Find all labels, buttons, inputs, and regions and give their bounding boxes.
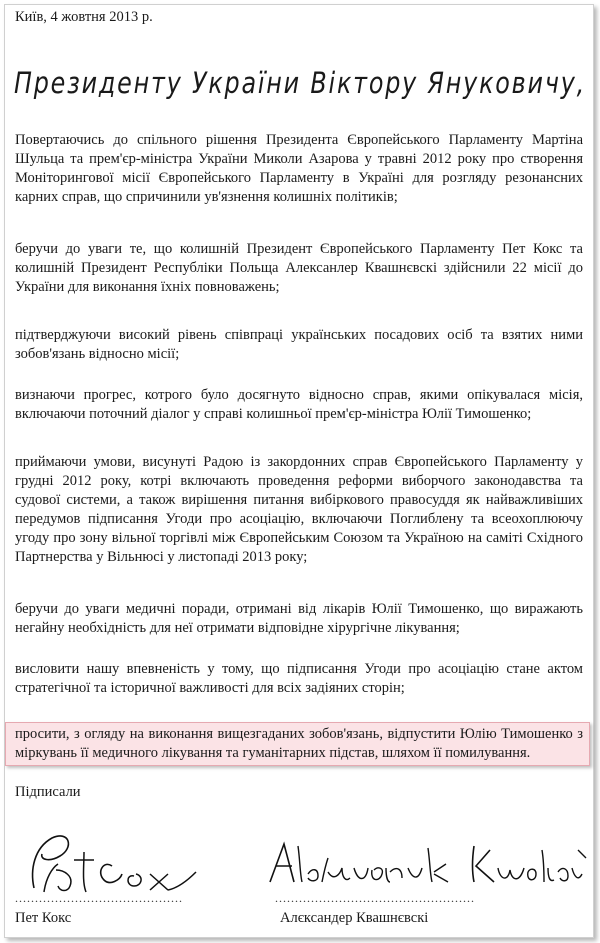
letter-date: Київ, 4 жовтня 2013 р. xyxy=(15,9,153,25)
signature-kwasniewski xyxy=(262,838,592,893)
salutation-text: Президенту України Віктору Януковичу, xyxy=(14,66,586,100)
signature-line-2: .................................................. xyxy=(275,891,475,905)
paragraph-4: визнаючи прогрес, котрого було досягнуто відносно справ, якими опікувалася місія, включаючи поточний діалог у справі колишньої прем'єр-міністра Юлії Тимошенко; xyxy=(15,387,583,422)
signed-label: Підписали xyxy=(15,784,81,800)
paragraph-5: приймаючи умови, висунуті Радою із закордонних справ Європейського Парламенту у грудні 2012 року, котрі включають проведення реформи виборчого законодавства та судової системи, а також вирішення питання вибіркового правосуддя як найважливіших передумов підписання Угоди про асоціацію, включаючи Поглиблену та всеохоплюючу угоду про зону вільної торгівлі між Європейським Союзом та Україною на саміті Східного Партнерства у Вільнюсі у листопаді 2013 року; xyxy=(15,454,583,565)
signature-line-1: .......................................... xyxy=(15,891,183,905)
signature-pat-cox xyxy=(12,830,212,900)
highlighted-paragraph: просити, з огляду на виконання вищезгаданих зобов'язань, відпустити Юлію Тимошенко з міркувань її медичного лікування та гуманітарних підстав, шляхом її помилування. xyxy=(15,726,583,761)
paragraph-1: Повертаючись до спільного рішення Президента Європейського Парламенту Мартіна Шульца та прем'єр-міністра України Миколи Азарова у травні 2012 року про створення Моніторингової місії Європейського Парламенту в Україні для розгляду резонансних карних справ, що спричинили ув'язнення колишніх політиків; xyxy=(15,132,583,205)
signatory-name-2: Алєксандер Квашнєвскі xyxy=(280,910,429,926)
paragraph-3: підтверджуючи високий рівень співпраці українських посадових осіб та взятих ними зобов'язань відносно місії; xyxy=(15,327,583,362)
handwritten-salutation xyxy=(0,55,600,115)
paragraph-2: беручи до уваги те, що колишній Президент Європейського Парламенту Пет Кокс та колишній Президент Республіки Польща Алексанлер Квашнєвскі здійснили 22 місії до України для виконання їхніх повноважень; xyxy=(15,241,583,295)
paragraph-6: беручи до уваги медичні поради, отримані від лікарів Юлії Тимошенко, що виражають негайну необхідність для неї отримати відповідне хірургічне лікування; xyxy=(15,601,583,636)
signatory-name-1: Пет Кокс xyxy=(15,910,72,926)
paragraph-7: висловити нашу впевненість у тому, що підписання Угоди про асоціацію стане актом стратегічної та історичної важливості для всіх задіяних сторін; xyxy=(15,661,583,696)
